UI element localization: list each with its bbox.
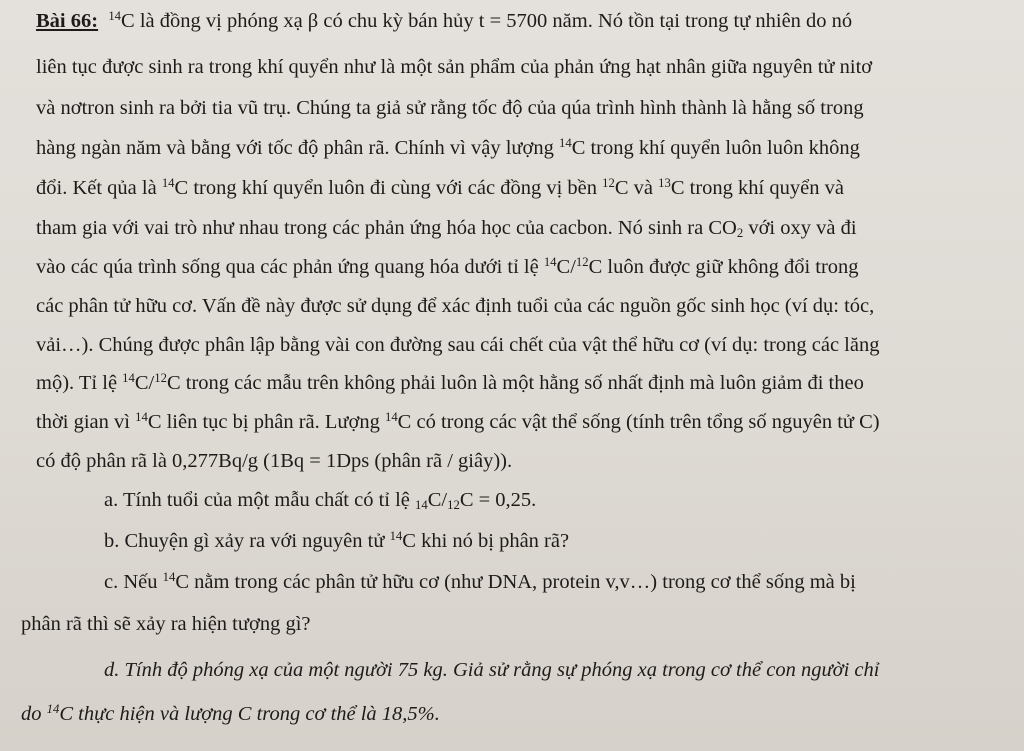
intro-line-11: thời gian vì $^{14}$C liên tục bị phân rã. Lượng $^{14}$C có trong các vật thể sống (tính trên tổng số nguyên tử C) [36, 410, 880, 433]
intro-line-10: mộ). Tỉ lệ $^{14}$C/$^{12}$C trong các mẫu trên không phải luôn là một hằng số nhất định mà luôn giảm đi theo [36, 371, 864, 394]
question-d-line-1: d. Tính độ phóng xạ của một người 75 kg. Giả sử rằng sự phóng xạ trong cơ thể con người chỉ [104, 659, 880, 681]
intro-line-4: hàng ngàn năm và bằng với tốc độ phân rã. Chính vì vậy lượng $^{14}$C trong khí quyển luôn luôn không [36, 136, 860, 159]
intro-line-7: vào các qúa trình sống qua các phản ứng quang hóa dưới tỉ lệ $^{14}$C/$^{12}$C luôn được giữ không đổi trong [36, 255, 859, 278]
intro-line-2: liên tục được sinh ra trong khí quyển như là một sản phẩm của phản ứng hạt nhân giữa nguyên tử nitơ [36, 56, 873, 78]
intro-line-3: và nơtron sinh ra bởi tia vũ trụ. Chúng ta giả sử rằng tốc độ của qúa trình hình thành là hằng số trong [36, 97, 864, 119]
intro-line-9: vải…). Chúng được phân lập bằng vài con đường sau cái chết của vật thể hữu cơ (ví dụ: trong các lăng [36, 334, 880, 356]
intro-line-1: Bài 66: $^{14}$C là đồng vị phóng xạ β có chu kỳ bán hủy t = 5700 năm. Nó tồn tại trong tự nhiên do nó [36, 9, 853, 32]
question-c-line-2: phân rã thì sẽ xảy ra hiện tượng gì? [21, 613, 311, 635]
question-b: b. Chuyện gì xảy ra với nguyên tử $^{14}$C khi nó bị phân rã? [104, 529, 570, 552]
question-c-line-1: c. Nếu $^{14}$C nằm trong các phân tử hữu cơ (như DNA, protein v,v…) trong cơ thể sống mà bị [104, 570, 856, 593]
intro-line-5: đổi. Kết qủa là $^{14}$C trong khí quyển luôn đi cùng với các đồng vị bền $^{12}$C và $^{13}$C trong khí quyển và [36, 176, 844, 199]
intro-line-6: tham gia với vai trò như nhau trong các phản ứng hóa học của cacbon. Nó sinh ra $CO_2$ với oxy và đi [36, 217, 857, 241]
question-a: a. Tính tuổi của một mẫu chất có tỉ lệ $_{14}C/_{12}C = 0,25$. [104, 489, 537, 513]
problem-title: Bài 66: [36, 10, 99, 32]
intro-line-12: có độ phân rã là 0,277Bq/g (1Bq = 1Dps (phân rã / giây)). [36, 450, 513, 472]
intro-line-8: các phân tử hữu cơ. Vấn đề này được sử dụng để xác định tuổi của các nguồn gốc sinh học (ví dụ: tóc, [36, 295, 875, 317]
question-d-line-2: do $^{14}$C thực hiện và lượng C trong cơ thể là 18,5%. [21, 702, 440, 725]
